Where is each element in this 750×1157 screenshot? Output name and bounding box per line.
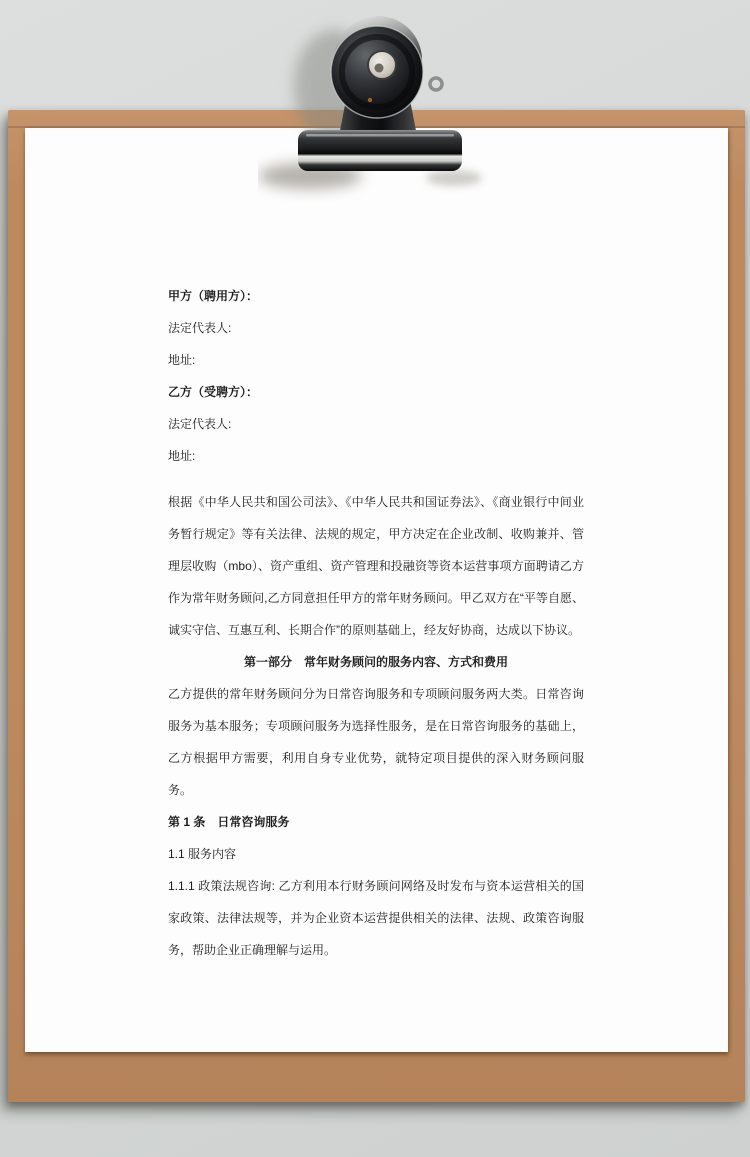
doc-label: 乙方（受聘方）： xyxy=(168,385,259,399)
doc-label: 甲方（聘用方）： xyxy=(168,289,259,303)
contract-text-block xyxy=(168,280,584,966)
binder-clip-icon xyxy=(258,8,498,203)
doc-label: 1.1 服务内容 xyxy=(168,847,237,861)
clip-wire-loop xyxy=(430,78,442,90)
doc-paragraph: 乙方提供的常年财务顾问分为日常咨询服务和专项顾问服务两大类。日常咨询服务为基本服务；专项顾问服务为选择性服务，是在日常咨询服务的基础上，乙方根据甲方需要，利用自身专业优势，就特定项目提供的深入财务顾问服务。 xyxy=(168,687,584,797)
doc-paragraph: 1.1.1 政策法规咨询: 乙方利用本行财务顾问网络及时发布与资本运营相关的国家政策、法律法规等，并为企业资本运营提供相关的法律、法规、政策咨询服务，帮助企业正确理解与运用。 xyxy=(168,879,584,957)
doc-label: 地址: xyxy=(168,449,196,463)
doc-label: 法定代表人: xyxy=(168,417,232,431)
doc-heading: 第一部分 常年财务顾问的服务内容、方式和费用 xyxy=(243,655,508,669)
doc-heading: 第 1 条 日常咨询服务 xyxy=(168,815,290,829)
document-paper xyxy=(25,128,728,1052)
doc-label: 法定代表人: xyxy=(168,321,232,335)
clip-knob-hole-pupil xyxy=(375,64,384,73)
doc-label: 地址: xyxy=(168,353,196,367)
clip-reflection-dot xyxy=(368,98,372,102)
doc-paragraph: 根据《中华人民共和国公司法》、《中华人民共和国证券法》、《商业银行中间业务暂行规定》等有关法律、法规的规定，甲方决定在企业改制、收购兼并、管理层收购（mbo）、资产重组、资产管理和投融资等资本运营事项方面聘请乙方作为常年财务顾问,乙方同意担任甲方的常年财务顾问。甲乙双方在“平等自愿、诚实守信、互惠互利、长期合作”的原则基础上，经友好协商，达成以下协议。 xyxy=(168,495,584,637)
clip-jaw-highlight xyxy=(306,134,454,137)
clip-paper-shadow-right xyxy=(426,170,482,186)
